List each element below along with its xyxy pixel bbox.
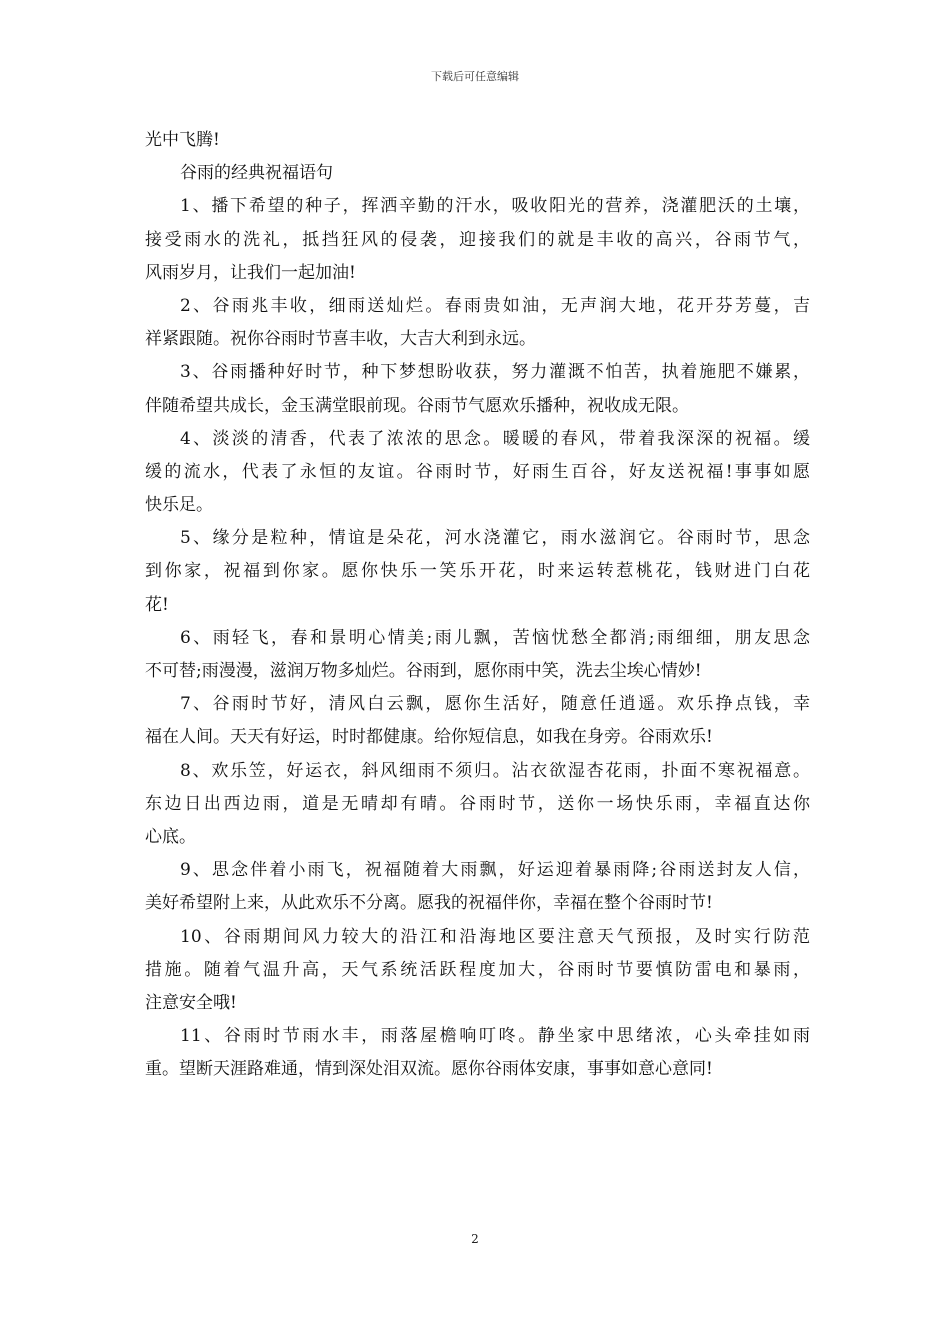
- paragraph-line: 美好希望附上来，从此欢乐不分离。愿我的祝福伴你，幸福在整个谷雨时节!: [145, 893, 713, 914]
- paragraph-line: 1、播下希望的种子，挥洒辛勤的汗水，吸收阳光的营养，浇灌肥沃的土壤，: [180, 196, 810, 217]
- paragraph-line: 4、淡淡的清香，代表了浓浓的思念。暖暖的春风，带着我深深的祝福。缓: [180, 428, 810, 449]
- paragraph-line: 心底。: [145, 826, 196, 847]
- paragraph-line: 3、谷雨播种好时节，种下梦想盼收获，努力灌溉不怕苦，执着施肥不嫌累，: [180, 362, 810, 383]
- paragraph-line: 5、缘分是粒种，情谊是朵花，河水浇灌它，雨水滋润它。谷雨时节，思念: [180, 528, 810, 549]
- document-body: [145, 124, 810, 1086]
- paragraph-line: 10、谷雨期间风力较大的沿江和沿海地区要注意天气预报，及时实行防范: [180, 926, 810, 947]
- paragraph-line: 东边日出西边雨，道是无晴却有晴。谷雨时节，送你一场快乐雨，幸福直达你: [145, 793, 810, 814]
- paragraph-line: 注意安全哦!: [145, 992, 237, 1013]
- paragraph-line: 2、谷雨兆丰收，细雨送灿烂。春雨贵如油，无声润大地，花开芬芳蔓，吉: [180, 295, 810, 316]
- paragraph-line: 快乐足。: [145, 495, 213, 516]
- text-line: 光中飞腾!: [145, 130, 220, 150]
- paragraph-line: 到你家，祝福到你家。愿你快乐一笑乐开花，时来运转惹桃花，钱财进门白花: [145, 561, 810, 582]
- paragraph-line: 接受雨水的洗礼，抵挡狂风的侵袭，迎接我们的就是丰收的高兴，谷雨节气，: [145, 229, 810, 250]
- paragraph-line: 6、雨轻飞，春和景明心情美;雨儿飘，苦恼忧愁全都消;雨细细，朋友思念: [180, 627, 810, 648]
- paragraph-line: 7、谷雨时节好，清风白云飘，愿你生活好，随意任逍遥。欢乐挣点钱，幸: [180, 694, 810, 715]
- paragraph-line: 9、思念伴着小雨飞，祝福随着大雨飘，好运迎着暴雨降;谷雨送封友人信，: [180, 860, 810, 881]
- paragraph-line: 8、欢乐笠，好运衣，斜风细雨不须归。沾衣欲湿杏花雨，扑面不寒祝福意。: [180, 760, 810, 781]
- paragraph-line: 11、谷雨时节雨水丰，雨落屋檐响叮咚。静坐家中思绪浓，心头牵挂如雨: [180, 1026, 810, 1047]
- paragraph-line: 缓的流水，代表了永恒的友谊。谷雨时节，好雨生百谷，好友送祝福!事事如愿: [145, 461, 810, 482]
- page-header: 下载后可任意编辑: [431, 70, 519, 83]
- paragraph-line: 福在人间。天天有好运，时时都健康。给你短信息，如我在身旁。谷雨欢乐!: [145, 727, 713, 748]
- paragraph-line: 重。望断天涯路难通，情到深处泪双流。愿你谷雨体安康，事事如意心意同!: [145, 1059, 713, 1080]
- section-heading: 谷雨的经典祝福语句: [180, 163, 333, 184]
- paragraph-line: 花!: [145, 594, 169, 615]
- page-number: 2: [471, 1232, 479, 1246]
- paragraph-line: 措施。随着气温升高，天气系统活跃程度加大，谷雨时节要慎防雷电和暴雨，: [145, 959, 810, 980]
- paragraph-line: 风雨岁月，让我们一起加油!: [145, 262, 356, 283]
- paragraph-line: 祥紧跟随。祝你谷雨时节喜丰收，大吉大利到永远。: [145, 329, 536, 350]
- paragraph-line: 伴随希望共成长，金玉满堂眼前现。谷雨节气愿欢乐播种，祝收成无限。: [145, 395, 689, 416]
- paragraph-line: 不可替;雨漫漫，滋润万物多灿烂。谷雨到，愿你雨中笑，洗去尘埃心情妙!: [145, 661, 702, 681]
